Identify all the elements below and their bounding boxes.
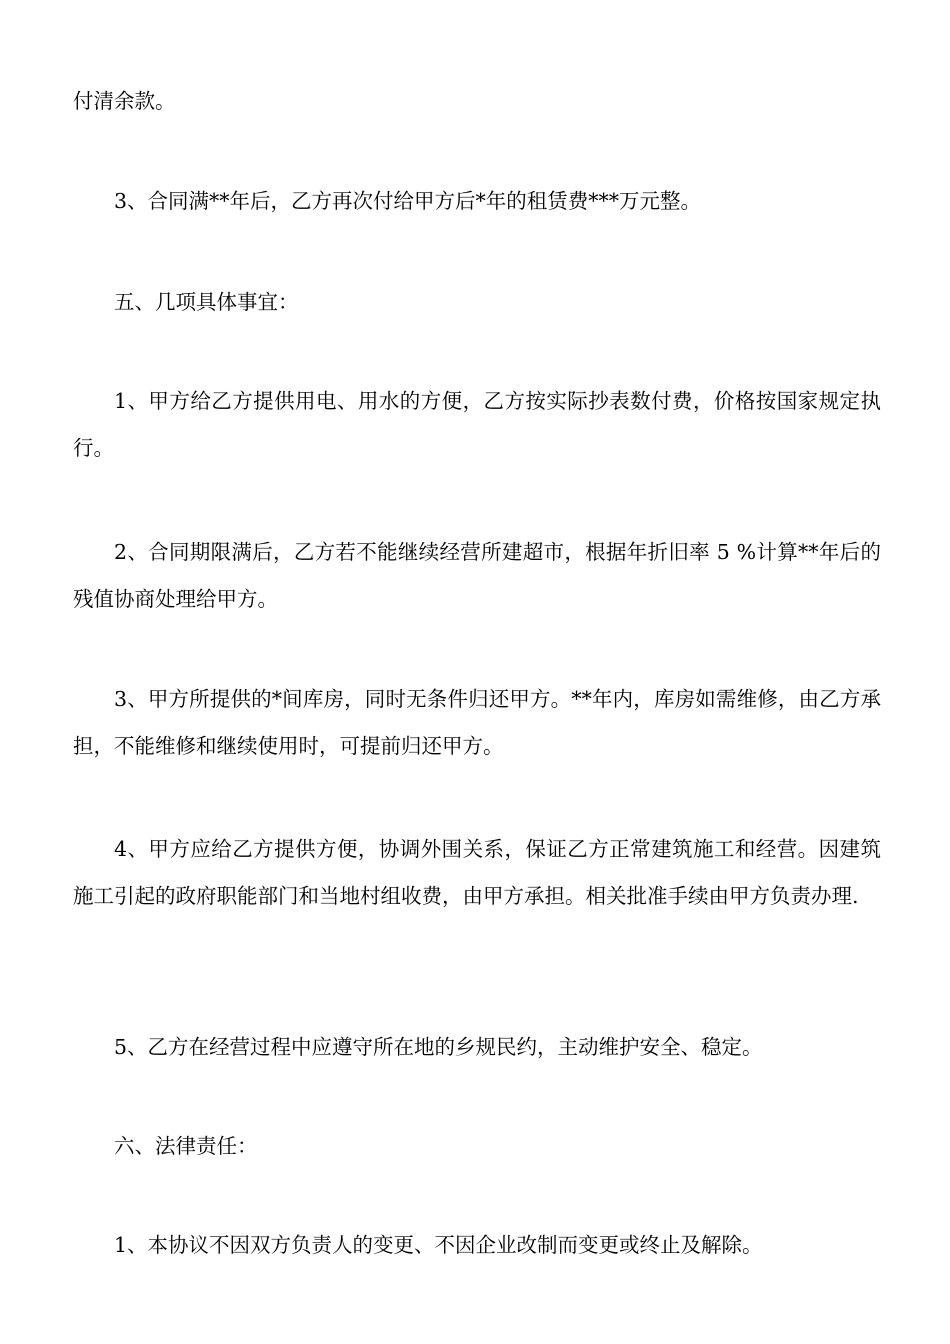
section-heading-five: 五、几项具体事宜： bbox=[114, 290, 299, 314]
paragraph-payment-balance: 付清余款。 bbox=[73, 89, 176, 113]
section-heading-six: 六、法律责任： bbox=[114, 1134, 258, 1158]
paragraph-clause-5-conduct: 5、乙方在经营过程中应遵守所在地的乡规民约，主动维护安全、稳定。 bbox=[114, 1035, 763, 1059]
paragraph-clause-1-utilities: 1、甲方给乙方提供用电、用水的方便，乙方按实际抄表数付费，价格按国家规定执行。 bbox=[73, 389, 881, 460]
paragraph-clause-2-expiry: 2、合同期限满后，乙方若不能继续经营所建超市，根据年折旧率 5 %计算**年后的残值协商处理给甲方。 bbox=[73, 540, 881, 611]
paragraph-clause-3-storage: 3、甲方所提供的*间库房，同时无条件归还甲方。**年内，库房如需维修，由乙方承担，不能维修和继续使用时，可提前归还甲方。 bbox=[73, 687, 881, 758]
paragraph-clause-3-rent: 3、合同满**年后，乙方再次付给甲方后*年的租赁费***万元整。 bbox=[114, 189, 702, 213]
paragraph-clause-4-support: 4、甲方应给乙方提供方便，协调外围关系，保证乙方正常建筑施工和经营。因建筑施工引起的政府职能部门和当地村组收费，由甲方承担。相关批准手续由甲方负责办理. bbox=[73, 837, 881, 908]
paragraph-clause-1-validity: 1、本协议不因双方负责人的变更、不因企业改制而变更或终止及解除。 bbox=[114, 1233, 763, 1257]
